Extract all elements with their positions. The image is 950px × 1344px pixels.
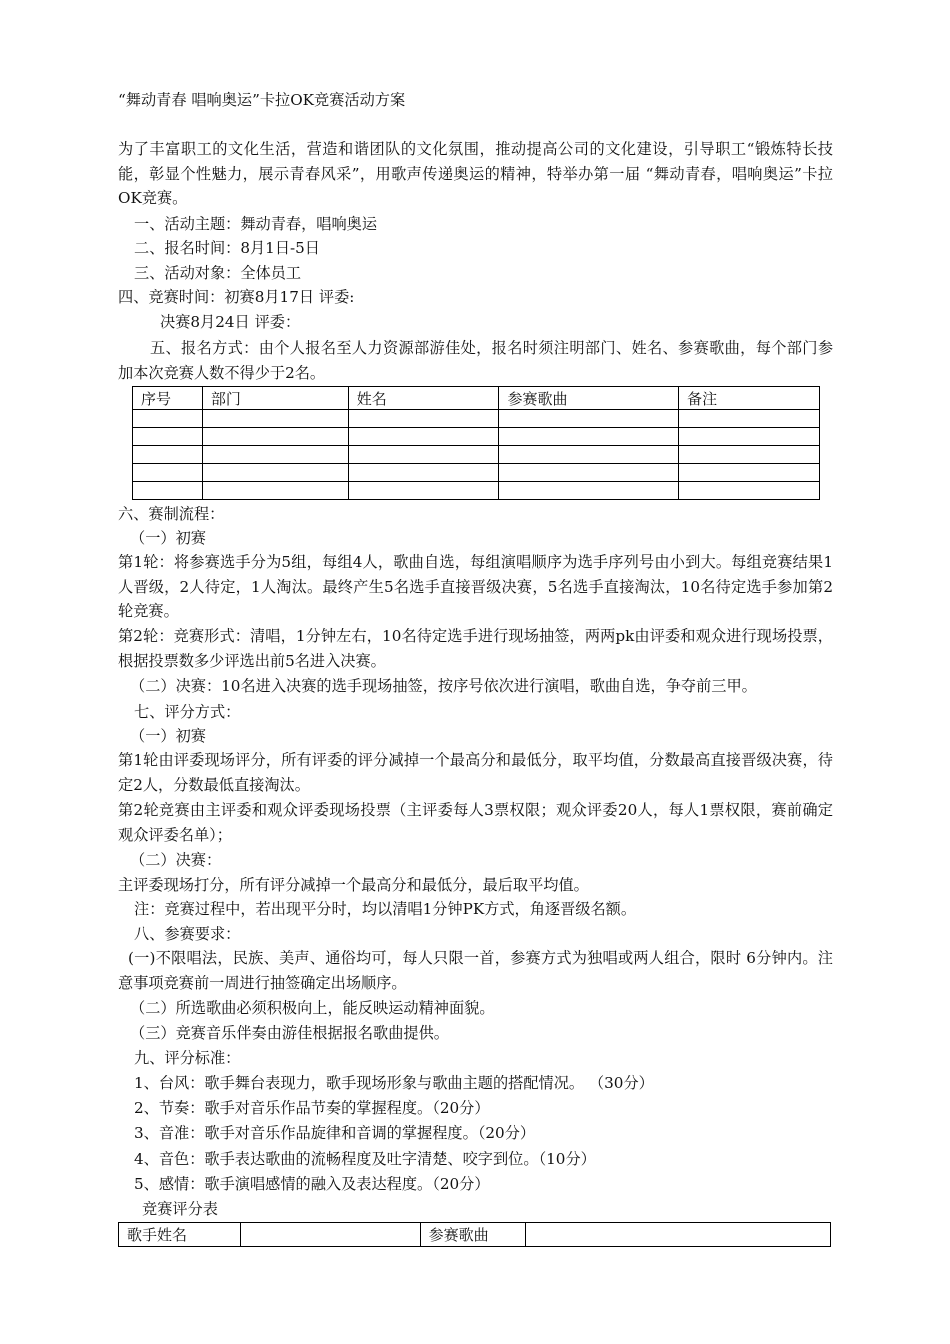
table-row (133, 464, 820, 482)
table-cell[interactable] (679, 464, 820, 482)
process-round1: 第1轮：将参赛选手分为5组，每组4人，歌曲自选，每组演唱顺序为选手序列号由小到大。每组竞赛结果1人晋级，2人待定，1人淘汰。最终产生5名选手直接晋级决赛，5名选手直接淘汰，10名待定选手参加第2轮竞赛。 (118, 553, 833, 620)
table-row (119, 1223, 831, 1247)
song-value[interactable] (526, 1223, 831, 1247)
item-compete-time: 四、竞赛时间：初赛8月17日 评委: (118, 288, 355, 306)
header-cell-no: 序号 (133, 387, 203, 410)
table-cell[interactable] (133, 410, 203, 428)
header-cell-song: 参赛歌曲 (499, 387, 679, 410)
table-row (133, 428, 820, 446)
item-theme: 一、活动主题：舞动青春，唱响奥运 (134, 215, 377, 233)
requirement-2: （二）所选歌曲必须积极向上，能反映运动精神面貌。 (130, 999, 495, 1017)
requirement-3: （三）竞赛音乐伴奏由游佳根据报名歌曲提供。 (130, 1024, 449, 1042)
table-cell[interactable] (679, 446, 820, 464)
table-row (133, 446, 820, 464)
scoring-prelim: （一）初赛 (130, 727, 206, 745)
table-header-row (133, 387, 820, 410)
item-target: 三、活动对象：全体员工 (134, 264, 302, 282)
criteria-5: 5、感情：歌手演唱感情的融入及表达程度。（20分） (134, 1175, 490, 1193)
table-cell[interactable] (202, 410, 348, 428)
requirements-heading: 八、参赛要求： (134, 925, 241, 943)
table-row (133, 410, 820, 428)
scoring-heading: 七、评分方式： (134, 703, 241, 721)
table-cell[interactable] (348, 410, 499, 428)
criteria-2: 2、节奏：歌手对音乐作品节奏的掌握程度。（20分） (134, 1099, 490, 1117)
requirement-1: (一)不限唱法，民族、美声、通俗均可，每人只限一首，参赛方式为独唱或两人组合，限时 6分钟内。注意事项竞赛前一周进行抽签确定出场顺序。 (118, 949, 833, 992)
table-cell[interactable] (202, 464, 348, 482)
table-cell[interactable] (679, 482, 820, 500)
process-final: （二）决赛：10名进入决赛的选手现场抽签，按序号依次进行演唱，歌曲自选，争夺前三甲。 (130, 677, 757, 695)
header-cell-name: 姓名 (348, 387, 499, 410)
header-cell-remark: 备注 (679, 387, 820, 410)
item-signup-method: 五、报名方式：由个人报名至人力资源部游佳处，报名时须注明部门、姓名、参赛歌曲，每个部门参加本次竞赛人数不得少于2名。 (118, 339, 833, 382)
table-cell[interactable] (348, 482, 499, 500)
process-round2: 第2轮：竞赛形式：清唱，1分钟左右，10名待定选手进行现场抽签，两两pk由评委和观众进行现场投票，根据投票数多少评选出前5名进入决赛。 (118, 627, 833, 670)
table-cell[interactable] (499, 410, 679, 428)
process-prelim: （一）初赛 (130, 529, 206, 547)
intro-paragraph: 为了丰富职工的文化生活，营造和谐团队的文化氛围，推动提高公司的文化建设，引导职工“锻炼特长技能，彰显个性魅力，展示青春风采”，用歌声传递奥运的精神，特举办第一届 “舞动青春，唱响奥运”卡拉OK竞赛。 (118, 140, 833, 207)
table-cell[interactable] (679, 410, 820, 428)
table-cell[interactable] (499, 482, 679, 500)
scoring-final: （二）决赛： (130, 851, 222, 869)
table-cell[interactable] (348, 464, 499, 482)
table-cell[interactable] (348, 428, 499, 446)
table-cell[interactable] (202, 446, 348, 464)
song-label: 参赛歌曲 (420, 1223, 526, 1247)
table-cell[interactable] (679, 428, 820, 446)
item-final-time: 决赛8月24日 评委： (160, 313, 301, 331)
registration-table (132, 386, 820, 500)
criteria-heading: 九、评分标准： (134, 1049, 241, 1067)
table-cell[interactable] (133, 482, 203, 500)
scoring-round2: 第2轮竞赛由主评委和观众评委现场投票（主评委每人3票权限；观众评委20人，每人1票权限，赛前确定观众评委名单）； (118, 801, 833, 844)
criteria-1: 1、台风：歌手舞台表现力，歌手现场形象与歌曲主题的搭配情况。 （30分） (134, 1074, 654, 1092)
table-cell[interactable] (499, 428, 679, 446)
score-table-caption: 竞赛评分表 (142, 1200, 218, 1218)
scoring-note: 注：竞赛过程中，若出现平分时，均以清唱1分钟PK方式，角逐晋级名额。 (134, 900, 637, 918)
criteria-4: 4、音色：歌手表达歌曲的流畅程度及吐字清楚、咬字到位。（10分） (134, 1150, 596, 1168)
process-heading: 六、赛制流程： (118, 505, 225, 523)
header-cell-dept: 部门 (202, 387, 348, 410)
table-cell[interactable] (133, 428, 203, 446)
table-row (133, 482, 820, 500)
singer-name-value[interactable] (240, 1223, 420, 1247)
table-cell[interactable] (348, 446, 499, 464)
table-cell[interactable] (499, 446, 679, 464)
table-cell[interactable] (202, 428, 348, 446)
singer-name-label: 歌手姓名 (119, 1223, 241, 1247)
table-cell[interactable] (133, 464, 203, 482)
scoring-round1: 第1轮由评委现场评分，所有评委的评分减掉一个最高分和最低分，取平均值，分数最高直接晋级决赛，待定2人，分数最低直接淘汰。 (118, 751, 833, 794)
document-title: “舞动青春 唱响奥运”卡拉OK竞赛活动方案 (118, 91, 406, 109)
table-cell[interactable] (202, 482, 348, 500)
criteria-3: 3、音准：歌手对音乐作品旋律和音调的掌握程度。（20分） (134, 1124, 536, 1142)
item-signup-time: 二、报名时间：8月1日-5日 (134, 239, 320, 257)
table-cell[interactable] (499, 464, 679, 482)
table-cell[interactable] (133, 446, 203, 464)
score-table (118, 1222, 831, 1247)
scoring-final-desc: 主评委现场打分，所有评分减掉一个最高分和最低分，最后取平均值。 (118, 876, 589, 894)
